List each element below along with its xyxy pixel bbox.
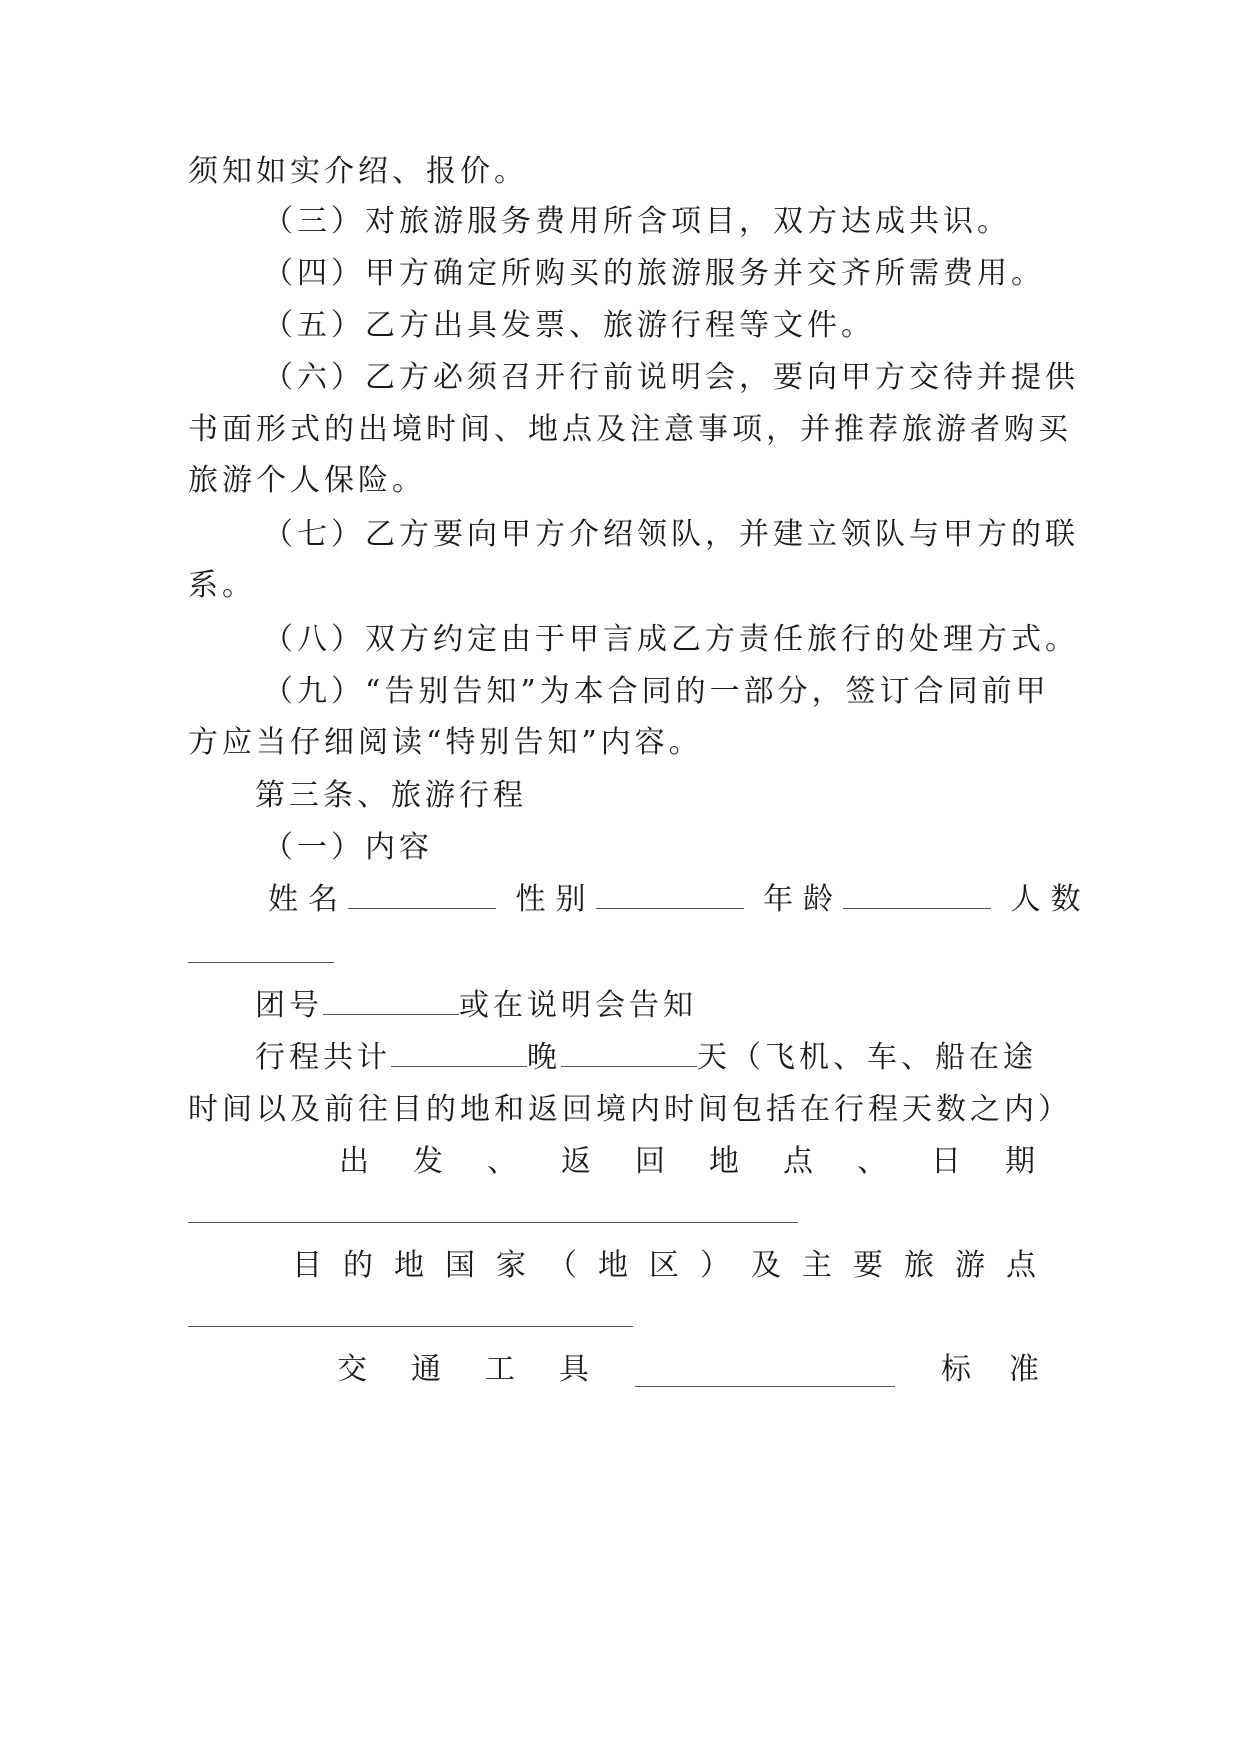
departure-return-row (339, 1142, 1039, 1182)
transport-char: 具 (559, 1352, 593, 1387)
standard-char: 标 (941, 1352, 975, 1387)
dest-char: 点 (1006, 1248, 1040, 1283)
dest-char: 目 (292, 1248, 326, 1283)
dest-char: 及 (751, 1248, 785, 1283)
dest-char: 主 (802, 1248, 836, 1283)
itinerary-label: 行程共计 (255, 1040, 391, 1075)
depart-char: 、 (487, 1144, 521, 1179)
gender-field[interactable] (596, 880, 744, 909)
group-label: 团号 (255, 988, 323, 1023)
group-number-row (255, 986, 1115, 1026)
nights-field[interactable] (391, 1038, 527, 1067)
clause-8: （八）双方约定由于甲言成乙方责任旅行的处理方式。 (263, 622, 1079, 657)
days-label: 天（飞机、车、船在途 (697, 1040, 1037, 1075)
clause-5: （五）乙方出具发票、旅游行程等文件。 (263, 308, 875, 343)
clause-7-line-2: 系。 (188, 568, 256, 603)
dest-char: 游 (955, 1248, 989, 1283)
transport-char: 工 (485, 1352, 519, 1387)
transport-field[interactable] (635, 1362, 895, 1387)
group-number-field[interactable] (323, 986, 459, 1015)
depart-char: 出 (339, 1144, 373, 1179)
depart-char: 返 (561, 1144, 595, 1179)
name-field[interactable] (348, 880, 496, 909)
group-suffix: 或在说明会告知 (459, 988, 697, 1023)
standard-char: 准 (1009, 1352, 1043, 1387)
personal-info-row (268, 880, 1091, 920)
clause-3: （三）对旅游服务费用所含项目，双方达成共识。 (263, 204, 1011, 239)
dest-char: 家 (496, 1248, 530, 1283)
itinerary-note: 时间以及前往目的地和返回境内时间包括在行程天数之内） (188, 1092, 1072, 1127)
clause-6-line-3: 旅游个人保险。 (188, 463, 426, 498)
departure-return-field[interactable] (188, 1222, 798, 1223)
depart-char: 、 (857, 1144, 891, 1179)
destination-row (292, 1246, 1040, 1286)
depart-char: 发 (413, 1144, 447, 1179)
dest-char: 旅 (904, 1248, 938, 1283)
clause-6-line-1: （六）乙方必须召开行前说明会，要向甲方交待并提供 (263, 360, 1079, 395)
dest-char: ） (700, 1248, 734, 1283)
transport-char: 通 (411, 1352, 445, 1387)
dest-char: 的 (343, 1248, 377, 1283)
dest-char: 地 (394, 1248, 428, 1283)
days-field[interactable] (561, 1038, 697, 1067)
age-field[interactable] (843, 880, 991, 909)
paragraph-continuation: 须知如实介绍、报价。 (188, 154, 528, 189)
clause-9-line-1: （九）“告别告知”为本合同的一部分，签订合同前甲 (263, 674, 1050, 709)
age-label: 年龄 (763, 882, 844, 917)
gender-label: 性别 (515, 882, 596, 917)
dest-char: 地 (598, 1248, 632, 1283)
clause-7-line-1: （七）乙方要向甲方介绍领队，并建立领队与甲方的联 (263, 517, 1079, 552)
name-label: 姓名 (268, 882, 348, 917)
dest-char: 区 (649, 1248, 683, 1283)
clause-4: （四）甲方确定所购买的旅游服务并交齐所需费用。 (263, 256, 1045, 291)
count-field[interactable] (188, 962, 334, 963)
depart-char: 期 (1005, 1144, 1039, 1179)
transport-char: 交 (337, 1352, 371, 1387)
clause-6-line-2: 书面形式的出境时间、地点及注意事项，并推荐旅游者购买 (188, 412, 1072, 447)
itinerary-row (255, 1038, 1050, 1078)
dest-char: （ (547, 1248, 581, 1283)
depart-char: 回 (635, 1144, 669, 1179)
sub-heading-content: （一）内容 (263, 830, 433, 865)
article-3-heading: 第三条、旅游行程 (255, 778, 527, 813)
depart-char: 地 (709, 1144, 743, 1179)
dest-char: 要 (853, 1248, 887, 1283)
depart-char: 点 (783, 1144, 817, 1179)
depart-char: 日 (931, 1144, 965, 1179)
dest-char: 国 (445, 1248, 479, 1283)
nights-label: 晚 (527, 1040, 561, 1075)
count-label: 人数 (1010, 882, 1091, 917)
destination-field[interactable] (188, 1326, 633, 1327)
clause-9-line-2: 方应当仔细阅读“特别告知”内容。 (188, 725, 703, 760)
